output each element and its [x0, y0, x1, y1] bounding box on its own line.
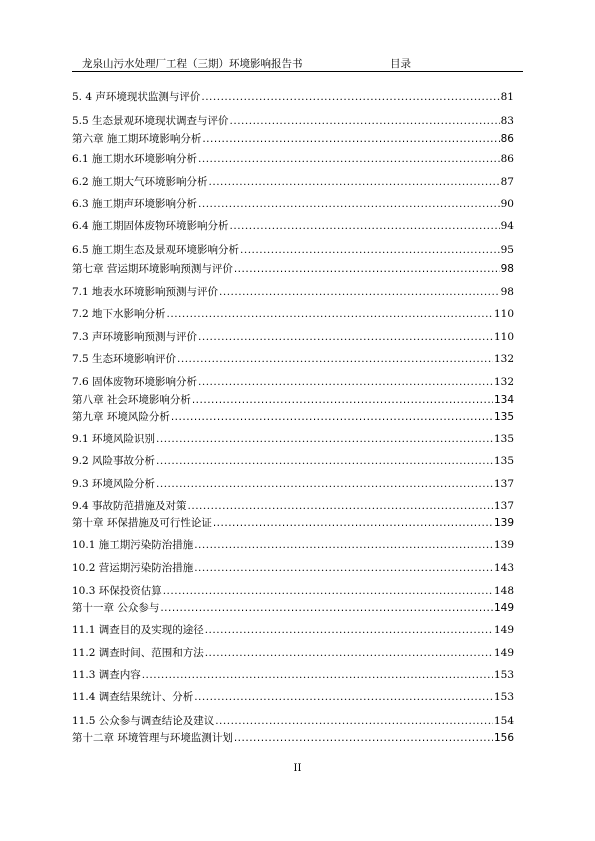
toc-chapter-entry[interactable]	[72, 410, 514, 424]
toc-entry-page: 94	[500, 220, 514, 232]
toc-entry[interactable]	[72, 152, 514, 166]
dot-leader	[188, 500, 493, 513]
toc-entry-title: 9.4 事故防范措施及对策	[72, 500, 187, 512]
toc-entry-title: 第九章 环境风险分析	[72, 411, 170, 423]
toc-chapter-entry[interactable]	[72, 731, 514, 745]
toc-entry[interactable]	[72, 114, 514, 128]
toc-chapter-entry[interactable]	[72, 601, 514, 615]
toc-entry[interactable]	[72, 352, 514, 366]
page-number: II	[293, 763, 302, 774]
toc-entry-page: 132	[493, 376, 514, 388]
toc-entry-title: 6.3 施工期声环境影响分析	[72, 198, 198, 210]
toc-entry-title: 5.5 生态景观环境现状调查与评价	[72, 115, 229, 127]
toc-entry[interactable]	[72, 454, 514, 468]
toc-chapter-entry[interactable]	[72, 516, 514, 530]
dot-leader	[194, 691, 493, 704]
toc-entry-page: 98	[500, 263, 514, 275]
dot-leader	[163, 585, 493, 598]
toc-entry-page: 153	[493, 691, 514, 703]
toc-entry-page: 149	[493, 602, 514, 614]
toc-entry-page: 156	[493, 732, 514, 744]
dot-leader	[177, 353, 493, 366]
toc-entry-title: 第八章 社会环境影响分析	[72, 394, 191, 406]
toc-entry[interactable]	[72, 499, 514, 513]
toc-entry-title: 7.1 地表水环境影响预测与评价	[72, 286, 219, 298]
toc-entry-title: 6.1 施工期水环境影响分析	[72, 153, 198, 165]
toc-entry-page: 154	[493, 715, 514, 727]
toc-entry-title: 11.4 调查结果统计、分析	[72, 691, 194, 703]
toc-entry-page: 139	[493, 539, 514, 551]
toc-entry-title: 7.6 固体废物环境影响分析	[72, 376, 198, 388]
toc-entry-title: 6.4 施工期固体废物环境影响分析	[72, 220, 229, 232]
dot-leader	[234, 263, 500, 276]
toc-entry-page: 135	[493, 411, 514, 423]
toc-entry[interactable]	[72, 219, 514, 233]
toc-entry-title: 10.2 营运期污染防治措施	[72, 562, 194, 574]
toc-entry-page: 137	[493, 478, 514, 490]
toc-chapter-entry[interactable]	[72, 262, 514, 276]
toc-entry-page: 81	[500, 91, 514, 103]
section-label: 目录	[390, 58, 411, 70]
toc-entry-page: 134	[493, 394, 514, 406]
dot-leader	[215, 715, 493, 728]
toc-entry-page: 132	[493, 353, 514, 365]
dot-leader	[160, 602, 493, 615]
toc-entry[interactable]	[72, 538, 514, 552]
toc-entry-page: 110	[493, 331, 514, 343]
toc-entry-title: 11.5 公众参与调查结论及建议	[72, 715, 215, 727]
toc-entry-title: 5. 4 声环境现状监测与评价	[72, 91, 201, 103]
toc-entry-title: 第十二章 环境管理与环境监测计划	[72, 732, 233, 744]
toc-entry-page: 98	[500, 286, 514, 298]
document-title: 龙泉山污水处理厂工程（三期）环境影响报告书	[82, 58, 303, 70]
toc-entry[interactable]	[72, 243, 514, 257]
toc-entry-title: 9.1 环境风险识别	[72, 433, 156, 445]
toc-chapter-entry[interactable]	[72, 393, 514, 407]
toc-entry-page: 90	[500, 198, 514, 210]
toc-entry[interactable]	[72, 175, 514, 189]
dot-leader	[198, 376, 493, 389]
dot-leader	[219, 286, 500, 299]
toc-entry-title: 11.1 调查目的及实现的途径	[72, 624, 204, 636]
toc-entry-title: 第七章 营运期环境影响预测与评价	[72, 263, 233, 275]
dot-leader	[230, 115, 500, 128]
page-header	[72, 56, 523, 72]
dot-leader	[171, 411, 493, 424]
toc-entry[interactable]	[72, 714, 514, 728]
toc-entry-page: 137	[493, 500, 514, 512]
toc-entry[interactable]	[72, 623, 514, 637]
toc-entry-title: 第十一章 公众参与	[72, 602, 160, 614]
dot-leader	[198, 331, 493, 344]
toc-entry-title: 第十章 环保措施及可行性论证	[72, 517, 212, 529]
toc-entry-title: 10.1 施工期污染防治措施	[72, 539, 194, 551]
dot-leader	[240, 244, 500, 257]
dot-leader	[156, 455, 493, 468]
dot-leader	[156, 478, 493, 491]
dot-leader	[209, 176, 500, 189]
dot-leader	[142, 669, 493, 682]
toc-entry[interactable]	[72, 285, 514, 299]
dot-leader	[201, 91, 499, 104]
dot-leader	[194, 539, 493, 552]
dot-leader	[205, 624, 493, 637]
toc-entry-page: 135	[493, 433, 514, 445]
toc-entry-title: 6.5 施工期生态及景观环境影响分析	[72, 244, 240, 256]
dot-leader	[194, 562, 493, 575]
toc-entry-title: 9.3 环境风险分析	[72, 478, 156, 490]
toc-entry[interactable]	[72, 375, 514, 389]
toc-entry-title: 第六章 施工期环境影响分析	[72, 133, 202, 145]
toc-entry-page: 139	[493, 517, 514, 529]
toc-entry[interactable]	[72, 432, 514, 446]
dot-leader	[234, 732, 493, 745]
toc-entry-page: 148	[493, 585, 514, 597]
toc-entry[interactable]	[72, 90, 514, 104]
toc-entry[interactable]	[72, 197, 514, 211]
toc-entry-title: 11.3 调查内容	[72, 669, 141, 681]
toc-entry[interactable]	[72, 584, 514, 598]
toc-entry-page: 135	[493, 455, 514, 467]
dot-leader	[198, 153, 500, 166]
toc-entry-title: 7.3 声环境影响预测与评价	[72, 331, 198, 343]
toc-entry-title: 11.2 调查时间、范围和方法	[72, 647, 204, 659]
toc-entry[interactable]	[72, 668, 514, 682]
toc-entry-page: 86	[500, 153, 514, 165]
toc-entry-title: 9.2 风险事故分析	[72, 455, 156, 467]
dot-leader	[192, 394, 493, 407]
toc-entry[interactable]	[72, 307, 514, 321]
dot-leader	[202, 133, 499, 146]
toc-chapter-entry[interactable]	[72, 132, 514, 146]
toc-entry-page: 95	[500, 244, 514, 256]
dot-leader	[205, 647, 493, 660]
dot-leader	[167, 308, 493, 321]
dot-leader	[230, 220, 500, 233]
toc-entry[interactable]	[72, 561, 514, 575]
header-divider	[72, 71, 523, 72]
toc-entry-page: 153	[493, 669, 514, 681]
dot-leader	[156, 433, 493, 446]
toc-entry-page: 86	[500, 133, 514, 145]
toc-entry-title: 6.2 施工期大气环境影响分析	[72, 176, 208, 188]
toc-entry-page: 143	[493, 562, 514, 574]
toc-entry-page: 83	[500, 115, 514, 127]
toc-entry-page: 110	[493, 308, 514, 320]
toc-entry-title: 7.2 地下水影响分析	[72, 308, 166, 320]
toc-entry[interactable]	[72, 690, 514, 704]
toc-entry[interactable]	[72, 477, 514, 491]
toc-entry-title: 7.5 生态环境影响评价	[72, 353, 177, 365]
toc-entry[interactable]	[72, 646, 514, 660]
toc-entry[interactable]	[72, 330, 514, 344]
dot-leader	[213, 517, 493, 530]
dot-leader	[198, 198, 500, 211]
toc-entry-page: 87	[500, 176, 514, 188]
toc-entry-page: 149	[493, 647, 514, 659]
toc-entry-title: 10.3 环保投资估算	[72, 585, 162, 597]
toc-entry-page: 149	[493, 624, 514, 636]
